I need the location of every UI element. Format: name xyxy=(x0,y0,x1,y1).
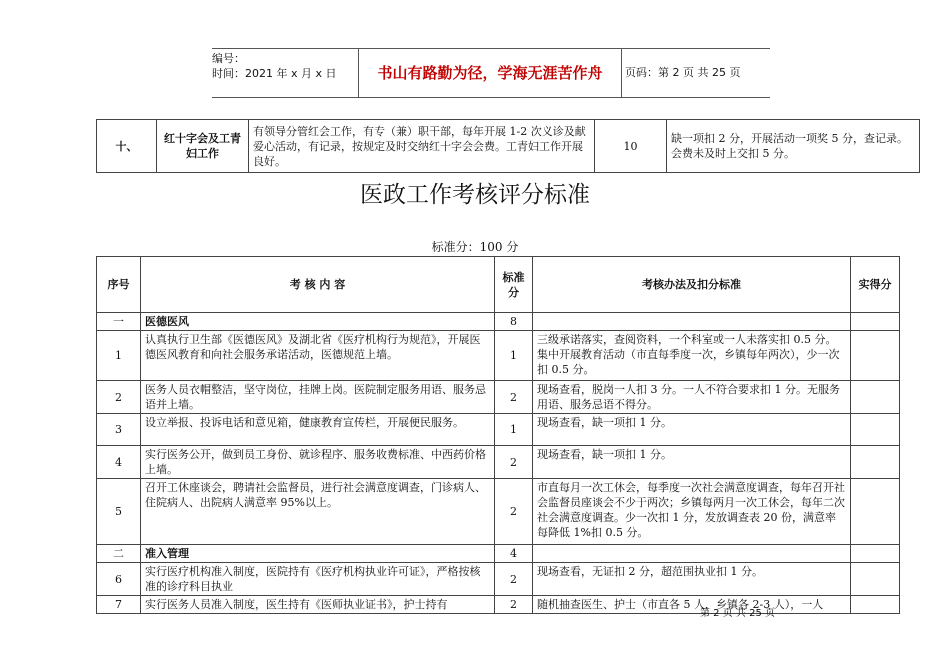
page-header xyxy=(212,48,770,98)
cell-content: 实行医务人员准入制度，医生持有《医师执业证书》，护士持有 xyxy=(141,596,495,614)
cell-std: 2 xyxy=(495,596,533,614)
section-row xyxy=(97,545,900,563)
cell-std: 4 xyxy=(495,545,533,563)
cell-content: 召开工休座谈会，聘请社会监督员，进行社会满意度调查，门诊病人、住院病人、出院病人满意率 95%以上。 xyxy=(141,479,495,545)
cell-actual xyxy=(851,446,900,479)
assessment-table xyxy=(96,256,900,614)
col-actual: 实得分 xyxy=(851,257,900,313)
cell-std: 2 xyxy=(495,446,533,479)
cell-std: 2 xyxy=(495,563,533,596)
cell-content: 医德医风 xyxy=(141,313,495,331)
cell-method: 现场查看，缺一项扣 1 分。 xyxy=(533,414,851,446)
motto: 书山有路勤为径，学海无涯苦作舟 xyxy=(358,49,622,97)
cell-seq: 1 xyxy=(97,331,141,381)
cell-method xyxy=(533,313,851,331)
table-row xyxy=(97,563,900,596)
cell-seq: 7 xyxy=(97,596,141,614)
standard-score: 标准分：100 分 xyxy=(431,240,519,254)
table-row xyxy=(97,596,900,614)
header-meta xyxy=(212,49,358,99)
cell-seq: 2 xyxy=(97,381,141,414)
page-info: 页码：第 2 页 共 25 页 xyxy=(625,66,741,79)
page-footer: 第 2 页 共 25 页 xyxy=(700,608,775,619)
col-seq: 序号 xyxy=(97,257,141,313)
row-content: 有领导分管红会工作，有专（兼）职干部，每年开展 1-2 次义诊及献爱心活动，有记录，按规定及时交纳红十字会会费。工青妇工作开展良好。 xyxy=(249,120,595,173)
code-label: 编号： xyxy=(212,52,245,65)
cell-content: 认真执行卫生部《医德医风》及湖北省《医疗机构行为规范》，开展医德医风教育和向社会服务承诺活动，医德规范上墙。 xyxy=(141,331,495,381)
col-content: 考 核 内 容 xyxy=(141,257,495,313)
cell-seq: 二 xyxy=(97,545,141,563)
time-label: 时间：2021 年 x 月 x 日 xyxy=(212,67,337,80)
cell-content: 设立举报、投诉电话和意见箱，健康教育宣传栏，开展便民服务。 xyxy=(141,414,495,446)
cell-std: 8 xyxy=(495,313,533,331)
table-row xyxy=(97,331,900,381)
cell-actual xyxy=(851,479,900,545)
row-item: 红十字会及工青妇工作 xyxy=(157,120,249,173)
cell-method: 现场查看，缺一项扣 1 分。 xyxy=(533,446,851,479)
col-std: 标准分 xyxy=(495,257,533,313)
cell-seq: 4 xyxy=(97,446,141,479)
cell-method: 市直每月一次工休会，每季度一次社会满意度调查，每年召开社会监督员座谈会不少于两次；乡镇每两月一次工休会，每年二次社会满意度调查。少一次扣 1 分，发放调查表 20 份，满意率每降低 1%扣 0.5 分。 xyxy=(533,479,851,545)
cell-content: 实行医疗机构准入制度，医院持有《医疗机构执业许可证》，严格按核准的诊疗科目执业 xyxy=(141,563,495,596)
cell-seq: 5 xyxy=(97,479,141,545)
cell-actual xyxy=(851,596,900,614)
table-row xyxy=(97,479,900,545)
row-index: 十、 xyxy=(97,120,157,173)
cell-seq: 3 xyxy=(97,414,141,446)
cell-actual xyxy=(851,331,900,381)
page-title: 医政工作考核评分标准 xyxy=(360,182,590,208)
cell-method xyxy=(533,545,851,563)
cell-method: 三级承诺落实，查阅资料，一个科室或一人未落实扣 0.5 分。集中开展教育活动（市直每季度一次，乡镇每年两次），少一次扣 0.5 分。 xyxy=(533,331,851,381)
col-method: 考核办法及扣分标准 xyxy=(533,257,851,313)
cell-actual xyxy=(851,545,900,563)
cell-seq: 6 xyxy=(97,563,141,596)
table-row xyxy=(97,381,900,414)
cell-std: 1 xyxy=(495,414,533,446)
cell-method: 随机抽查医生、护士（市直各 5 人，乡镇各 2-3 人），一人 xyxy=(533,596,851,614)
cell-actual xyxy=(851,313,900,331)
cell-content: 实行医务公开，做到员工身份、就诊程序、服务收费标准、中西药价格上墙。 xyxy=(141,446,495,479)
previous-table-row xyxy=(96,119,920,173)
cell-std: 2 xyxy=(495,381,533,414)
cell-actual xyxy=(851,414,900,446)
cell-content: 医务人员衣帽整洁，坚守岗位，挂牌上岗。医院制定服务用语、服务忌语并上墙。 xyxy=(141,381,495,414)
row-score: 10 xyxy=(595,120,667,173)
row-method: 缺一项扣 2 分，开展活动一项奖 5 分，查记录。会费未及时上交扣 5 分。 xyxy=(667,120,920,173)
cell-actual xyxy=(851,563,900,596)
table-row xyxy=(97,414,900,446)
table-row xyxy=(97,446,900,479)
cell-method: 现场查看，脱岗一人扣 3 分。一人不符合要求扣 1 分。无服务用语、服务忌语不得分。 xyxy=(533,381,851,414)
cell-seq: 一 xyxy=(97,313,141,331)
cell-std: 2 xyxy=(495,479,533,545)
cell-method: 现场查看，无证扣 2 分，超范围执业扣 1 分。 xyxy=(533,563,851,596)
cell-std: 1 xyxy=(495,331,533,381)
section-row xyxy=(97,313,900,331)
cell-content: 准入管理 xyxy=(141,545,495,563)
cell-actual xyxy=(851,381,900,414)
